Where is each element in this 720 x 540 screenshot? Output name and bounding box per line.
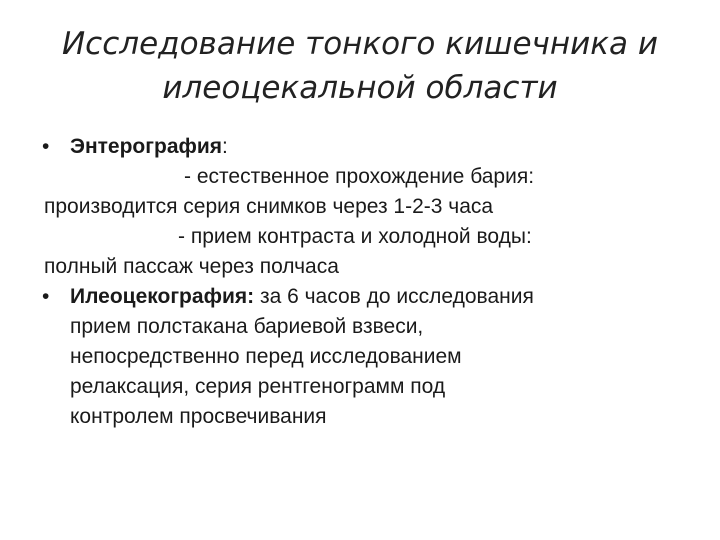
term-ileocecography: Илеоцекография: [70,285,255,308]
text-line: - прием контраста и холодной воды: [178,225,532,248]
term-enterography: Энтерография [70,135,223,158]
text-line: непосредственно перед исследованием [70,345,462,368]
bullet-enterography [44,132,684,162]
text-line: - естественное прохождение бария: [184,165,535,188]
text-line: полный пассаж через полчаса [44,255,339,278]
bullet-ileocecography [44,282,684,312]
text-inline: за 6 часов до исследования [254,285,534,308]
title-line-1: Исследование тонкого кишечника и [61,26,659,62]
slide-body [44,132,684,432]
title-line-2: илеоцекальной области [162,70,558,106]
bullet-marker: • [42,135,50,158]
term-suffix: : [222,135,228,158]
text-line: контролем просвечивания [70,405,327,428]
slide-title [20,22,700,110]
text-line: релаксация, серия рентгенограмм под [70,375,446,398]
text-line: производится серия снимков через 1-2-3 часа [44,195,494,218]
bullet-marker: • [42,285,50,308]
text-line: прием полстакана бариевой взвеси, [70,315,424,338]
